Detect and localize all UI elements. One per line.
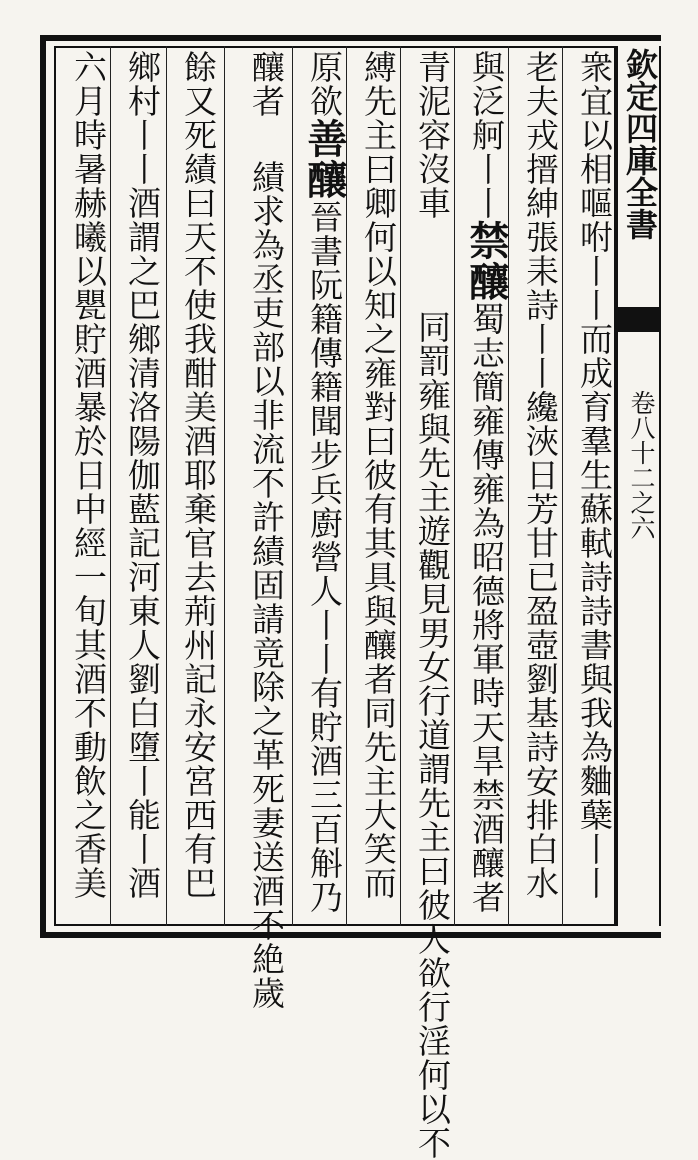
- entry-heading-char: 釀: [301, 159, 348, 200]
- text-column-3: 與泛舸丨丨禁釀蜀志簡雍傳雍為昭德將軍時天旱禁酒釀者: [463, 50, 510, 914]
- text-column-10: 餘又死績曰天不使我酣美酒耶棄官去荊州記永安宮西有巴: [179, 50, 218, 900]
- banxin-title: 欽定四庫全書: [621, 48, 659, 240]
- text-column-12: 六月時暑赫曦以甖貯酒暴於日中經一旬其酒不動飲之香美: [69, 50, 108, 900]
- text-column-6: 縛先主曰卿何以知之雍對曰彼有其具與釀者同先主大笑而: [359, 50, 398, 900]
- column-rule: [292, 46, 293, 926]
- text-column-11: 鄉村丨丨酒謂之巴鄉清洛陽伽藍記河東人劉白墮丨能丨酒: [123, 50, 162, 900]
- text-column-5: 同罰雍與先主遊觀見男女行道謂先主曰彼人欲行淫何以不: [413, 310, 452, 1160]
- text-column-8: 釀者: [247, 50, 286, 118]
- banxin-juan: 卷八十二之六: [627, 390, 656, 540]
- entry-heading-char: 釀: [463, 261, 510, 302]
- column-rule: [224, 46, 225, 926]
- text-column-1: 衆宜以相嘔咐丨丨而成育羣生蘇軾詩詩書與我為麯蘖丨丨: [575, 50, 614, 900]
- text-column-7: 原欲善釀晉書阮籍傳籍聞步兵廚營人丨丨有貯酒三百斛乃: [301, 50, 348, 914]
- fish-tail-mark: [618, 307, 661, 332]
- text-column-9: 績求為丞吏部以非流不許績固請竟除之革死妻送酒不絶歲: [247, 160, 286, 1010]
- entry-heading-char: 善: [301, 118, 348, 159]
- entry-heading-char: 禁: [463, 220, 510, 261]
- text-column-2: 老夫戎搢紳張耒詩丨丨纔浹日芳甘已盈壺劉基詩安排白水: [521, 50, 560, 900]
- banxin-border-right: [659, 46, 661, 926]
- text-column-4: 青泥容沒車: [413, 50, 452, 220]
